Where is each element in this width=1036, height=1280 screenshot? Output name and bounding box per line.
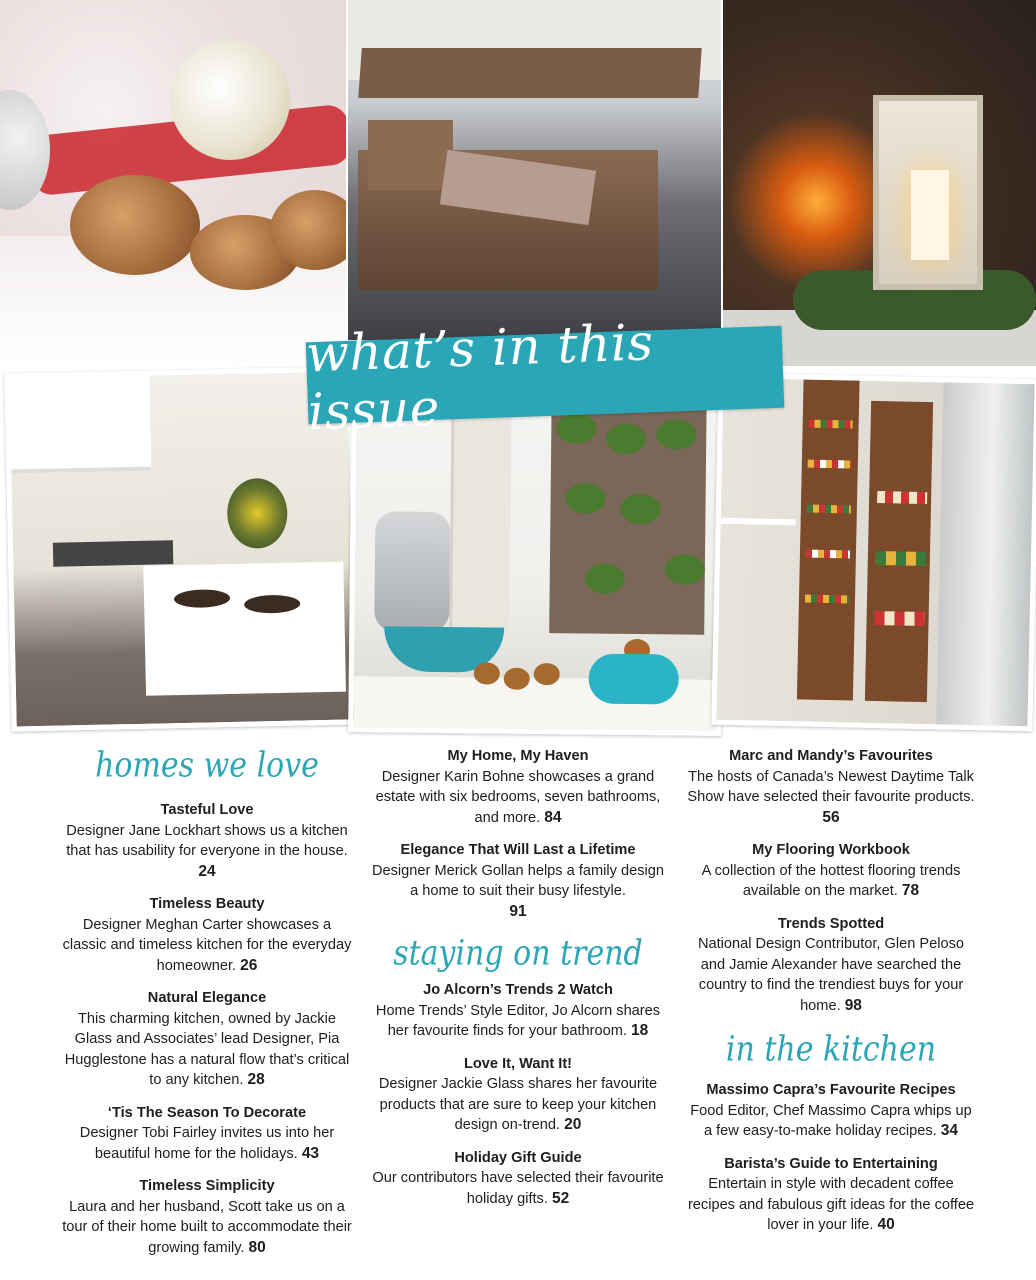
entry-page-number: 24 <box>198 862 216 880</box>
toc-entry[interactable] <box>62 1176 352 1258</box>
white-kitchen-photo <box>4 366 359 731</box>
spice-jars <box>805 595 849 604</box>
section-heading-staying-on-trend: staying on trend <box>393 933 643 974</box>
white-ornament <box>170 40 290 160</box>
entry-title: Barista’s Guide to Entertaining <box>724 1155 938 1172</box>
entry-title: Natural Elegance <box>147 990 267 1006</box>
oven-mitt <box>588 654 679 705</box>
section-heading-in-the-kitchen: in the kitchen <box>725 1029 937 1070</box>
pantry-items <box>877 491 927 504</box>
toc-entry[interactable] <box>62 894 352 976</box>
entry-description: Food Editor, Chef Massimo Capra whips up a few easy-to-make holiday recipes. <box>690 1102 972 1139</box>
entry-page-number: 34 <box>940 1122 959 1139</box>
entry-page-number: 52 <box>551 1189 570 1207</box>
toc-entry[interactable] <box>686 1080 976 1142</box>
spice-jars <box>808 460 852 469</box>
toc-entry[interactable] <box>686 840 976 902</box>
entry-description: National Design Contributor, Glen Peloso and Jamie Alexander have searched the country to find the trendiest buys for your home. <box>697 936 965 1014</box>
issue-banner <box>305 313 785 442</box>
entry-title: Marc and Mandy’s Favourites <box>729 748 933 764</box>
entry-description: Home Trends’ Style Editor, Jo Alcorn shares her favourite finds for your bathroom. <box>375 1002 661 1039</box>
pantry-photo <box>711 373 1036 732</box>
entry-page-number: 40 <box>877 1216 895 1233</box>
toc-entry[interactable] <box>366 746 670 828</box>
muffin <box>504 668 530 690</box>
entry-page-number: 20 <box>564 1116 582 1133</box>
entry-title: Timeless Simplicity <box>139 1178 275 1194</box>
entry-description: Designer Merick Gollan helps a family design a home to suit their busy lifestyle. <box>371 862 664 899</box>
column-middle <box>366 746 670 1221</box>
stove <box>53 540 173 567</box>
toc-entry[interactable] <box>62 988 352 1091</box>
pantry-items <box>876 551 926 566</box>
entry-title: Holiday Gift Guide <box>454 1149 582 1166</box>
herb-pot <box>565 483 605 513</box>
herb-pot <box>665 554 705 584</box>
entry-description: A collection of the hottest flooring trends available on the market. <box>701 862 961 899</box>
coffee-table-photo <box>348 0 721 340</box>
entry-description: This charming kitchen, owned by Jackie Glass and Associates’ lead Designer, Pia Hugglestone has a natural flow that’s critical to any kitchen. <box>64 1010 350 1088</box>
pantry-items <box>874 611 924 626</box>
entry-page-number: 18 <box>631 1022 649 1039</box>
flower-bouquet <box>227 478 288 549</box>
entry-page-number: 91 <box>509 902 527 920</box>
toc-entry[interactable] <box>366 1148 670 1210</box>
entry-page-number: 80 <box>248 1238 266 1256</box>
refrigerator <box>936 382 1036 731</box>
entry-title: Jo Alcorn’s Trends 2 Watch <box>423 982 613 998</box>
column-homes-we-love <box>62 746 352 1270</box>
entry-description: Our contributors have selected their favourite holiday gifts. <box>372 1170 664 1207</box>
stand-mixer <box>374 511 450 632</box>
muffin <box>534 663 560 685</box>
toc-entry[interactable] <box>366 1054 670 1136</box>
candle <box>911 170 949 260</box>
open-shelf <box>449 402 512 643</box>
column-right <box>686 746 976 1248</box>
entry-description: Designer Karin Bohne showcases a grand estate with six bedrooms, seven bathrooms, and more. <box>375 768 661 826</box>
toc-entry[interactable] <box>686 746 976 828</box>
banner-title: what’s in this issue <box>305 313 655 442</box>
wood-box <box>368 120 453 190</box>
entry-page-number: 28 <box>247 1071 265 1088</box>
entry-description: Designer Tobi Fairley invites us into her beautiful home for the holidays. <box>79 1125 335 1162</box>
entry-page-number: 78 <box>901 882 920 899</box>
toc-entry[interactable] <box>686 914 976 1017</box>
entry-title: My Home, My Haven <box>447 748 589 764</box>
range-hood <box>9 376 151 474</box>
toc-entry[interactable] <box>366 840 670 922</box>
cookie <box>70 175 200 275</box>
entry-description: Entertain in style with decadent coffee recipes and fabulous gift ideas for the coffee lover in your life. <box>687 1176 975 1233</box>
entry-description: Designer Meghan Carter showcases a classic and timeless kitchen for the everyday homeowner. <box>62 916 352 974</box>
kitchen-island <box>143 562 346 696</box>
entry-title: Timeless Beauty <box>149 896 265 912</box>
entry-description: The hosts of Canada’s Newest Daytime Talk Show have selected their favourite products. <box>687 768 975 805</box>
toc-entry[interactable] <box>686 1154 976 1236</box>
entry-title: Love It, Want It! <box>463 1055 573 1072</box>
toc-entry[interactable] <box>62 1103 352 1165</box>
herb-pot <box>620 494 660 524</box>
entry-title: Massimo Capra’s Favourite Recipes <box>706 1082 956 1098</box>
entry-title: Tasteful Love <box>160 802 254 818</box>
spice-jars <box>806 550 850 559</box>
spice-jars <box>807 505 851 514</box>
entry-page-number: 43 <box>301 1144 320 1162</box>
entry-title: Elegance That Will Last a Lifetime <box>400 842 636 858</box>
counter <box>721 518 796 526</box>
entry-title: Trends Spotted <box>777 915 885 932</box>
entry-page-number: 98 <box>844 996 862 1014</box>
entry-description: Designer Jackie Glass shares her favourite products that are sure to keep your kitchen design on-trend. <box>378 1076 658 1133</box>
table-top <box>358 48 701 98</box>
herb-pot <box>585 564 625 594</box>
entry-title: ‘Tis The Season To Decorate <box>107 1104 307 1121</box>
entry-page-number: 84 <box>544 808 562 826</box>
entry-description: Laura and her husband, Scott take us on a tour of their home built to accommodate their growing family. <box>62 1198 352 1256</box>
toc-entry[interactable] <box>366 980 670 1042</box>
entry-page-number: 56 <box>822 808 840 826</box>
cookies-photo <box>0 0 346 366</box>
section-heading-homes-we-love: homes we love <box>95 745 319 786</box>
toc-entry[interactable] <box>62 800 352 882</box>
entry-title: My Flooring Workbook <box>752 842 910 858</box>
entry-description: Designer Jane Lockhart shows us a kitchen that has usability for everyone in the house. <box>66 822 348 859</box>
spice-jars <box>809 420 853 429</box>
entry-page-number: 26 <box>240 956 258 974</box>
muffin <box>474 662 500 684</box>
